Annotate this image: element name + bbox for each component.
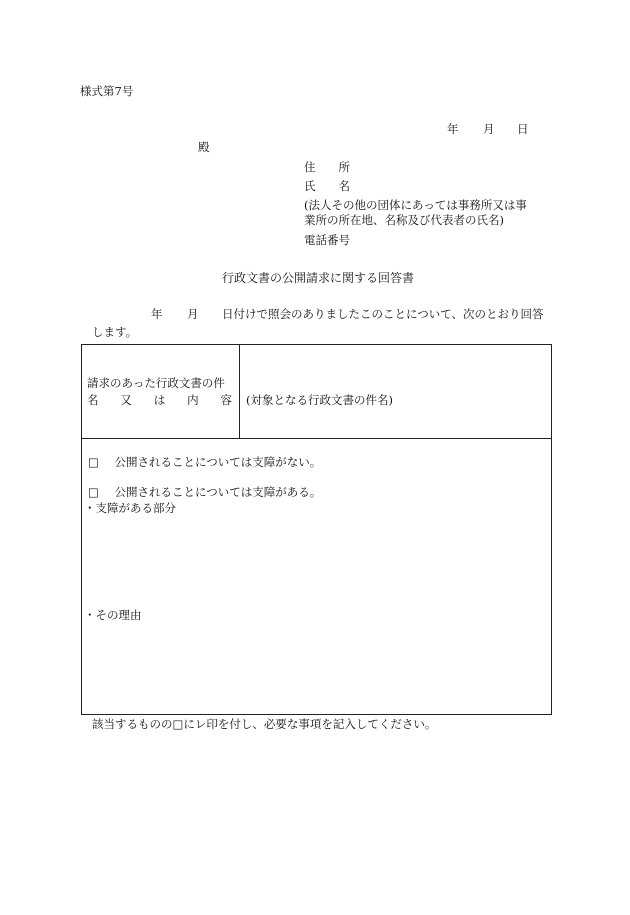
checkbox-no-issue[interactable]: □: [88, 455, 99, 469]
request-label-line2: [87, 395, 232, 407]
request-row: [82, 345, 551, 439]
page-title: 行政文書の公開請求に関する回答書: [222, 271, 415, 285]
request-label-cell: [82, 345, 240, 438]
corporate-note-line1: (法人その他の団体にあっては事務所又は事: [304, 198, 527, 212]
issue-part-heading: ・支障がある部分: [84, 501, 176, 515]
request-label-char: 名: [87, 393, 99, 407]
footer-instruction: 該当するものの□にレ印を付し、必要な事項を記入してください。: [92, 717, 437, 731]
reason-heading: ・その理由: [84, 608, 142, 622]
date-month-label: 月: [483, 122, 495, 136]
request-label-char: は: [153, 393, 166, 407]
name-label: 氏 名: [304, 179, 350, 193]
option-has-issue[interactable]: [88, 487, 321, 499]
request-value-text: (対象となる行政文書の件名): [246, 393, 393, 407]
intro-month-label: 月: [187, 307, 199, 321]
corporate-note-line2: 業所の所在地、名称及び代表者の氏名): [304, 213, 504, 227]
response-table: [81, 344, 552, 715]
phone-label: 電話番号: [304, 233, 350, 247]
date-day-label: 日: [517, 122, 529, 136]
request-label-char: 又: [120, 393, 132, 407]
option-has-issue-text: 公開されることについては支障がある。: [114, 485, 322, 499]
address-label: 住 所: [304, 160, 350, 174]
request-label-line1: 請求のあった行政文書の件: [87, 376, 225, 390]
addressee-suffix: 殿: [198, 140, 210, 154]
option-no-issue-text: 公開されることについては支障がない。: [114, 455, 322, 469]
intro-line1-text: 日付けで照会のありましたこのことについて、次のとおり回答: [222, 307, 544, 321]
request-label-char: 容: [220, 393, 232, 407]
option-no-issue[interactable]: [88, 457, 321, 469]
date-year-label: 年: [447, 122, 459, 136]
form-number: 様式第7号: [80, 84, 134, 98]
intro-year-label: 年: [151, 307, 163, 321]
request-label-char: 内: [187, 393, 199, 407]
intro-line2-text: します。: [92, 325, 138, 339]
checkbox-has-issue[interactable]: □: [88, 485, 99, 499]
